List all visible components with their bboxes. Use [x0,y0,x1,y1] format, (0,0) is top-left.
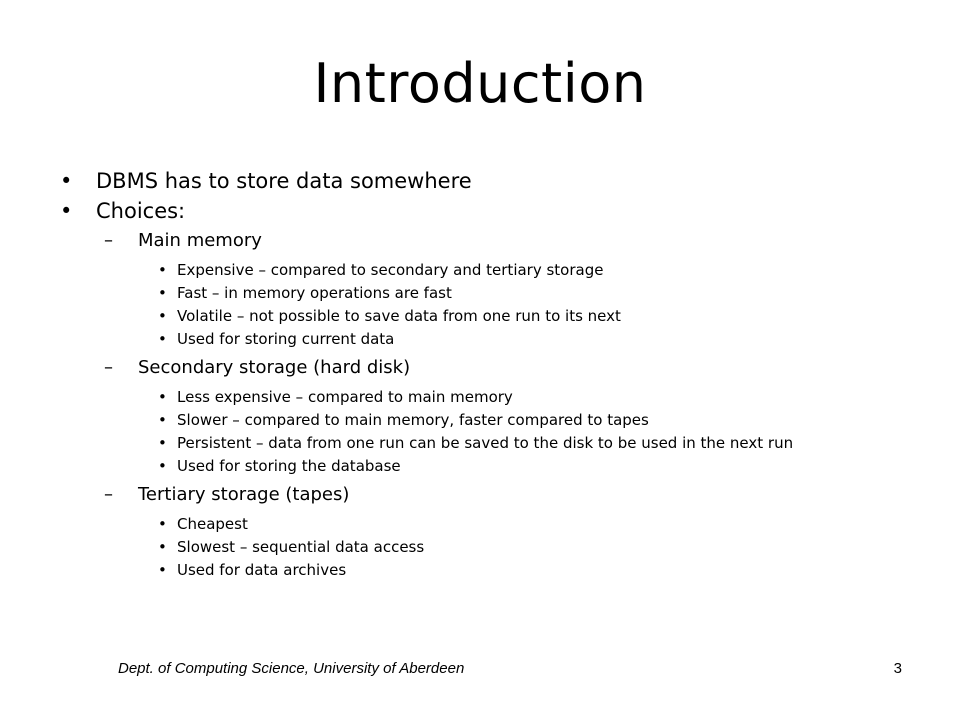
sub-bullet-text: Cheapest [177,515,248,533]
sub-bullet-text: Used for data archives [177,561,347,579]
slide-title: Introduction [313,52,647,115]
choice-heading [60,354,920,382]
choice-heading [60,227,920,255]
sub-bullet-text: Expensive – compared to secondary and tertiary storage [177,261,604,279]
sub-bullet-item [60,285,920,301]
bullet-icon: • [158,261,167,279]
bullet-icon: • [158,538,167,556]
sub-bullet-item [60,262,920,278]
sub-bullet-text: Slowest – sequential data access [177,538,425,556]
dash-icon: – [104,230,113,251]
sub-bullet-item [60,516,920,532]
bullet-icon: • [158,388,167,406]
sub-bullet-item [60,458,920,474]
sub-bullet-text: Less expensive – compared to main memory [177,388,513,406]
sub-bullet-item [60,562,920,578]
dash-icon: – [104,484,113,505]
sub-bullet-text: Used for storing current data [177,330,395,348]
sub-bullet-item [60,331,920,347]
bullet-text: Choices: [96,199,186,223]
bullet-icon: • [60,169,73,193]
bullet-icon: • [158,411,167,429]
sub-bullet-item [60,308,920,324]
sub-bullet-item [60,412,920,428]
sub-bullet-text: Volatile – not possible to save data from one run to its next [177,307,621,325]
slide-content [60,166,920,585]
bullet-icon: • [158,330,167,348]
bullet-icon: • [158,457,167,475]
bullet-icon: • [158,284,167,302]
choice-heading [60,481,920,509]
sub-bullet-text: Used for storing the database [177,457,401,475]
bullet-icon: • [60,199,73,223]
dash-icon: – [104,357,113,378]
bullet-icon: • [158,561,167,579]
choice-label: Tertiary storage (tapes) [138,484,350,505]
sub-bullet-text: Fast – in memory operations are fast [177,284,452,302]
bullet-text: DBMS has to store data somewhere [96,169,472,193]
bullet-icon: • [158,515,167,533]
bullet-icon: • [158,307,167,325]
sub-bullet-item [60,539,920,555]
bullet-item [60,196,920,226]
choice-label: Secondary storage (hard disk) [138,357,411,378]
bullet-item [60,166,920,196]
footer-text: Dept. of Computing Science, University of Aberdeen [118,660,465,677]
sub-bullet-item [60,389,920,405]
bullet-icon: • [158,434,167,452]
sub-bullet-text: Slower – compared to main memory, faster compared to tapes [177,411,649,429]
slide-footer [0,660,960,682]
sub-bullet-text: Persistent – data from one run can be saved to the disk to be used in the next run [177,434,794,452]
sub-bullet-item [60,435,920,451]
choice-label: Main memory [138,230,262,251]
page-number: 3 [893,660,902,677]
